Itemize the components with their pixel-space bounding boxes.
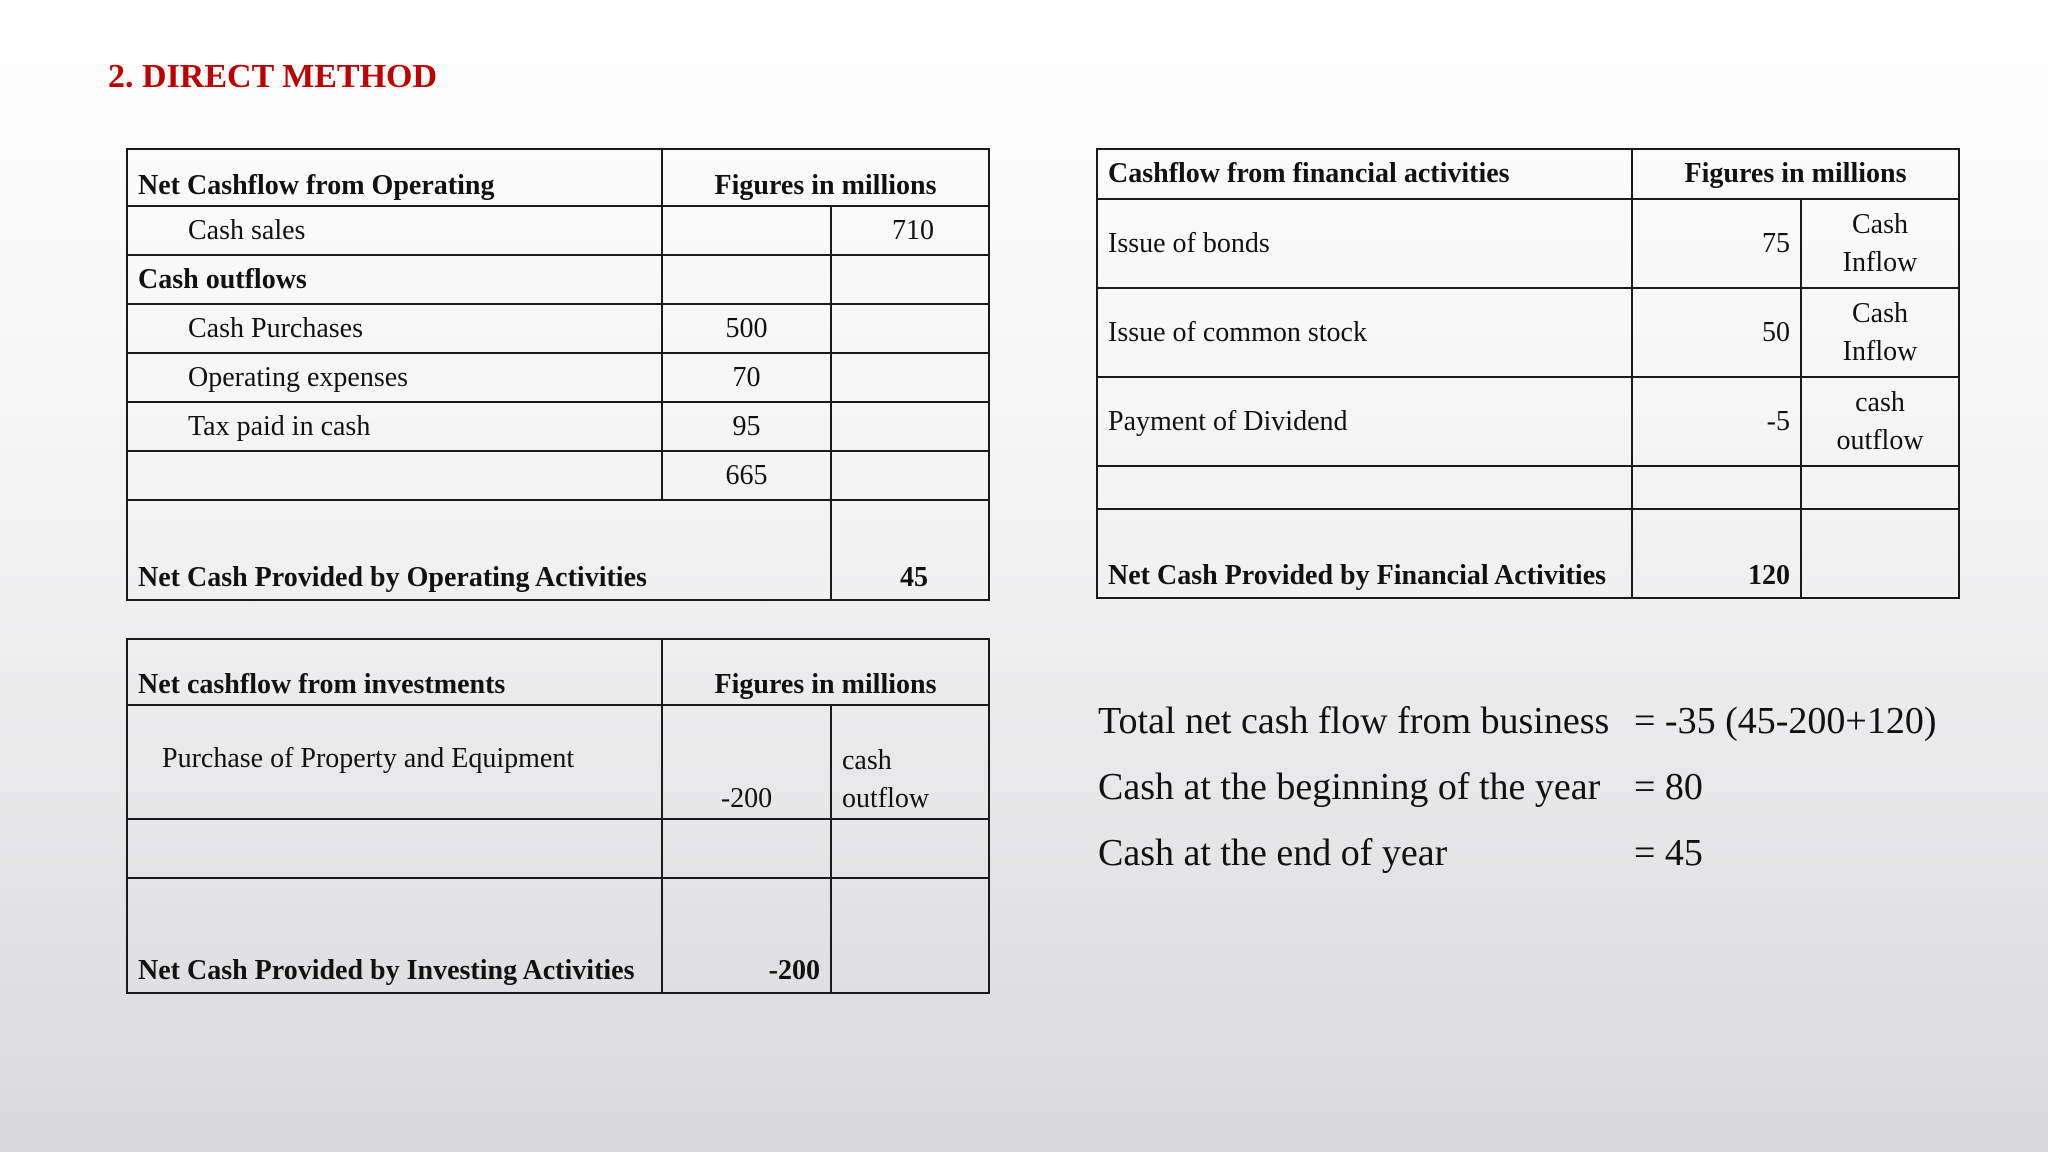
- row-label: Issue of bonds: [1097, 199, 1632, 288]
- empty-cell: [1801, 509, 1959, 598]
- row-label: Tax paid in cash: [127, 402, 662, 451]
- table-row: [1097, 288, 1959, 377]
- row-note: Cash Inflow: [1801, 199, 1959, 288]
- table-row: [1097, 377, 1959, 466]
- summary-row: [1098, 754, 1936, 820]
- subtotal-value: 665: [662, 451, 831, 500]
- net-investing-label: Net Cash Provided by Investing Activities: [127, 878, 662, 993]
- empty-cell: [831, 878, 989, 993]
- row-label: Cash Purchases: [127, 304, 662, 353]
- row-value: -5: [1632, 377, 1801, 466]
- operating-header-label: Net Cashflow from Operating: [127, 149, 662, 206]
- investing-row-label: Purchase of Property and Equipment: [127, 705, 662, 819]
- empty-cell: [1632, 466, 1801, 509]
- table-row: [1097, 466, 1959, 509]
- table-row: [1097, 199, 1959, 288]
- net-investing-value: -200: [662, 878, 831, 993]
- empty-cell: [662, 819, 831, 878]
- empty-cell: [831, 304, 989, 353]
- financing-table: [1096, 148, 1960, 599]
- table-row: [127, 255, 989, 304]
- summary-row: [1098, 820, 1936, 886]
- net-financing-label: Net Cash Provided by Financial Activities: [1097, 509, 1632, 598]
- table-row: [127, 402, 989, 451]
- row-label: Payment of Dividend: [1097, 377, 1632, 466]
- empty-cell: [1801, 466, 1959, 509]
- row-note: Cash Inflow: [1801, 288, 1959, 377]
- empty-cell: [662, 255, 831, 304]
- table-row: [127, 353, 989, 402]
- empty-cell: [831, 819, 989, 878]
- summary-value: = 80: [1634, 766, 1703, 808]
- summary-row: [1098, 688, 1936, 754]
- cash-outflows-label: Cash outflows: [127, 255, 662, 304]
- summary-value: = -35 (45-200+120): [1634, 700, 1937, 742]
- row-label: Operating expenses: [127, 353, 662, 402]
- row-value: 50: [1632, 288, 1801, 377]
- empty-cell: [127, 451, 662, 500]
- net-financing-value: 120: [1632, 509, 1801, 598]
- investing-table: [126, 638, 990, 994]
- investing-row-note: cash outflow: [831, 705, 989, 819]
- row-value: 500: [662, 304, 831, 353]
- table-header-row: [1097, 149, 1959, 199]
- cash-sales-value: 710: [831, 206, 989, 255]
- row-value: 70: [662, 353, 831, 402]
- table-row: [127, 500, 989, 600]
- investing-header-figures: Figures in millions: [662, 639, 989, 705]
- row-value: 95: [662, 402, 831, 451]
- financing-header-figures: Figures in millions: [1632, 149, 1959, 199]
- empty-cell: [831, 402, 989, 451]
- investing-row-value: -200: [662, 705, 831, 819]
- summary-label: Cash at the beginning of the year: [1098, 766, 1601, 808]
- row-label: Issue of common stock: [1097, 288, 1632, 377]
- summary-label: Total net cash flow from business: [1098, 700, 1610, 742]
- empty-cell: [831, 353, 989, 402]
- summary-label: Cash at the end of year: [1098, 832, 1448, 874]
- empty-cell: [831, 451, 989, 500]
- financing-header-label: Cashflow from financial activities: [1097, 149, 1632, 199]
- net-operating-value: 45: [831, 500, 989, 600]
- operating-table: [126, 148, 990, 601]
- cash-summary: [1098, 688, 1936, 886]
- table-row: [127, 304, 989, 353]
- table-row: [1097, 509, 1959, 598]
- table-row: [127, 705, 989, 819]
- table-header-row: [127, 639, 989, 705]
- operating-header-figures: Figures in millions: [662, 149, 989, 206]
- empty-cell: [662, 206, 831, 255]
- cash-sales-label: Cash sales: [127, 206, 662, 255]
- row-value: 75: [1632, 199, 1801, 288]
- empty-cell: [127, 819, 662, 878]
- table-row: [127, 819, 989, 878]
- table-row: [127, 206, 989, 255]
- table-row: [127, 451, 989, 500]
- table-row: [127, 878, 989, 993]
- row-note: cash outflow: [1801, 377, 1959, 466]
- page-title: 2. DIRECT METHOD: [108, 58, 438, 95]
- net-operating-label: Net Cash Provided by Operating Activities: [127, 500, 831, 600]
- empty-cell: [831, 255, 989, 304]
- empty-cell: [1097, 466, 1632, 509]
- table-header-row: [127, 149, 989, 206]
- investing-header-label: Net cashflow from investments: [127, 639, 662, 705]
- summary-value: = 45: [1634, 832, 1703, 874]
